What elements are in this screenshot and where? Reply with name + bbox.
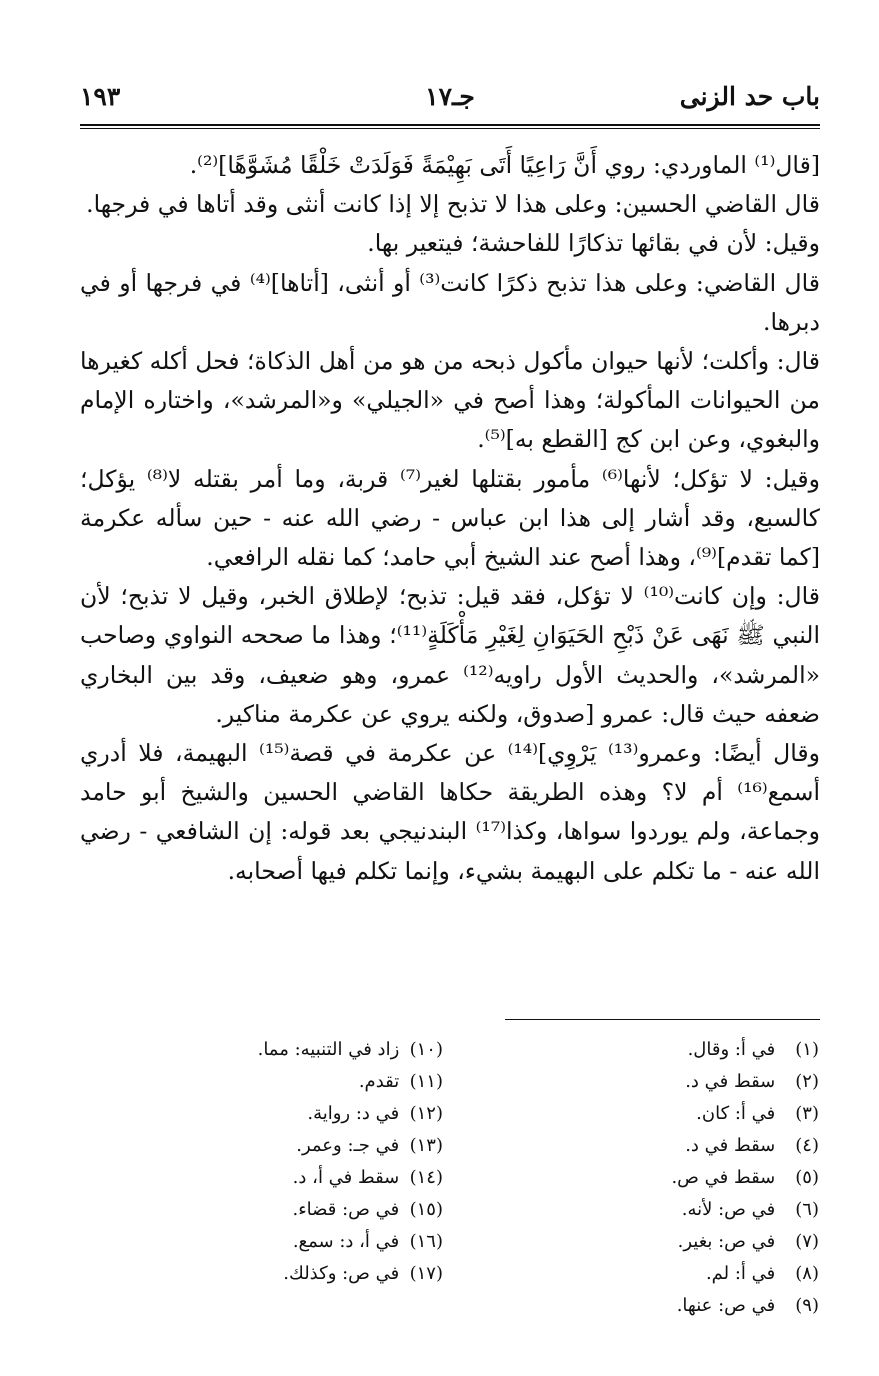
paragraph: قال القاضي: وعلى هذا تذبح ذكرًا كانت⁽³⁾ أو أنثى، [أتاها]⁽⁴⁾ في فرجها أو في دبرها. xyxy=(80,268,820,336)
volume-number: جـ١٧ xyxy=(425,82,475,111)
header-rule xyxy=(80,124,820,129)
footnote-number: (٦) xyxy=(795,1199,819,1220)
footnote xyxy=(559,1162,819,1194)
footnote xyxy=(559,1066,819,1098)
footnote xyxy=(559,1098,819,1130)
paragraph: قال: وإن كانت⁽¹⁰⁾ لا تؤكل، فقد قيل: تذبح؛ لإطلاق الخبر، وقيل لا تذبح؛ لأن النبي ﷺ نَهَى عَنْ ذَبْحِ الحَيَوَانِ لِغَيْرِ مَأْكَلَةٍ⁽¹¹⁾؛ وهذا ما صححه النواوي وصاحب «المرشد»، والحديث الأول راويه⁽¹²⁾ عمرو، وهو ضعيف، وقد بين البخاري ضعفه حيث قال: عمرو [صدوق، ولكنه يروي عن عكرمة مناكير. xyxy=(80,582,820,728)
running-header xyxy=(80,82,820,122)
footnote-text: سقط في د. xyxy=(685,1071,776,1092)
footnote xyxy=(559,1034,819,1066)
paragraph: وقيل: لا تؤكل؛ لأنها⁽⁶⁾ مأمور بقتلها لغير⁽⁷⁾ قربة، وما أمر بقتله لا⁽⁸⁾ يؤكل؛ كالسبع، وقد أشار إلى هذا ابن عباس - رضي الله عنه - حين سأله عكرمة [كما تقدم]⁽⁹⁾، وهذا أصح عند الشيخ أبي حامد؛ كما نقله الرافعي. xyxy=(80,464,820,572)
footnote xyxy=(183,1194,443,1226)
paragraph: قال القاضي الحسين: وعلى هذا لا تذبح إلا إذا كانت أنثى وقد أتاها في فرجها. xyxy=(86,190,820,219)
footnote xyxy=(559,1258,819,1290)
footnote-number: (١٤) xyxy=(409,1167,443,1188)
footnote-number: (١) xyxy=(795,1039,819,1060)
footnote xyxy=(183,1258,443,1290)
footnotes-right-column xyxy=(559,1034,819,1322)
footnote xyxy=(559,1194,819,1226)
footnote-text: في ص: بغير. xyxy=(677,1231,776,1252)
paragraph: وقيل: لأن في بقائها تذكارًا للفاحشة؛ فيتعير بها. xyxy=(367,229,820,258)
footnote-rule xyxy=(505,1019,820,1020)
footnote-text: في أ: كان. xyxy=(696,1103,776,1124)
footnote-text: تقدم. xyxy=(358,1071,400,1092)
footnote-number: (١٢) xyxy=(409,1103,443,1124)
footnote-number: (٩) xyxy=(795,1295,819,1316)
footnote xyxy=(559,1290,819,1322)
footnotes-left-column xyxy=(183,1034,443,1290)
footnote xyxy=(183,1066,443,1098)
footnote-text: في د: رواية. xyxy=(307,1103,400,1124)
main-text xyxy=(80,146,820,891)
footnote-number: (١١) xyxy=(409,1071,443,1092)
paragraph: قال: وأكلت؛ لأنها حيوان مأكول ذبحه من هو من أهل الذكاة؛ فحل أكله كغيرها من الحيوانات المأكولة؛ وهذا أصح في «الجيلي» و«المرشد»، واختاره الإمام والبغوي، وعن ابن كج [القطع به]⁽⁵⁾. xyxy=(80,347,820,454)
footnote xyxy=(183,1098,443,1130)
footnote-text: في جـ: وعمر. xyxy=(296,1135,400,1156)
footnote-number: (٥) xyxy=(795,1167,819,1188)
footnote-text: زاد في التنبيه: مما. xyxy=(257,1039,400,1060)
footnote-text: في ص: وكذلك. xyxy=(283,1263,400,1284)
footnote-text: في أ: لم. xyxy=(705,1263,776,1284)
footnote-text: في ص: لأنه. xyxy=(681,1199,776,1220)
paragraph: [قال⁽¹⁾ الماوردي: روي أَنَّ رَاعِيًا أَتَى بَهِيْمَةً فَوَلَدَتْ خَلْقًا مُشَوَّهًا]⁽²⁾. xyxy=(189,151,820,179)
footnote-number: (١٠) xyxy=(409,1039,443,1060)
footnote xyxy=(183,1130,443,1162)
footnote-text: سقط في ص. xyxy=(671,1167,776,1188)
chapter-title: باب حد الزنى xyxy=(679,82,820,111)
footnote-number: (٨) xyxy=(795,1263,819,1284)
footnote-number: (٤) xyxy=(795,1135,819,1156)
footnote xyxy=(183,1162,443,1194)
footnote xyxy=(559,1226,819,1258)
footnote-text: سقط في أ، د. xyxy=(292,1167,400,1188)
paragraph: وقال أيضًا: وعمرو⁽¹³⁾ يَرْوِي]⁽¹⁴⁾ عن عكرمة في قصة⁽¹⁵⁾ البهيمة، فلا أدري أسمع⁽¹⁶⁾ أم لا؟ وهذه الطريقة حكاها القاضي الحسين والشيخ أبو حامد وجماعة، ولم يوردوا سواها، وكذا⁽¹⁷⁾ البندنيجي بعد قوله: إن الشافعي - رضي الله عنه - ما تكلم على البهيمة بشيء، وإنما تكلم فيها أصحابه. xyxy=(80,739,820,885)
footnote xyxy=(183,1034,443,1066)
footnote-number: (١٣) xyxy=(409,1135,443,1156)
footnote xyxy=(183,1226,443,1258)
footnote-number: (٢) xyxy=(795,1071,819,1092)
footnote-text: في ص: قضاء. xyxy=(292,1199,400,1220)
page-number: ١٩٣ xyxy=(80,82,121,111)
footnote-number: (٣) xyxy=(795,1103,819,1124)
footnote-text: في ص: عنها. xyxy=(676,1295,776,1316)
footnote-number: (١٥) xyxy=(409,1199,443,1220)
footnote-number: (١٧) xyxy=(409,1263,443,1284)
footnote-text: في أ، د: سمع. xyxy=(292,1231,400,1252)
footnote xyxy=(559,1130,819,1162)
footnote-number: (١٦) xyxy=(409,1231,443,1252)
footnote-text: في أ: وقال. xyxy=(687,1039,776,1060)
footnote-number: (٧) xyxy=(795,1231,819,1252)
footnote-text: سقط في د. xyxy=(685,1135,776,1156)
